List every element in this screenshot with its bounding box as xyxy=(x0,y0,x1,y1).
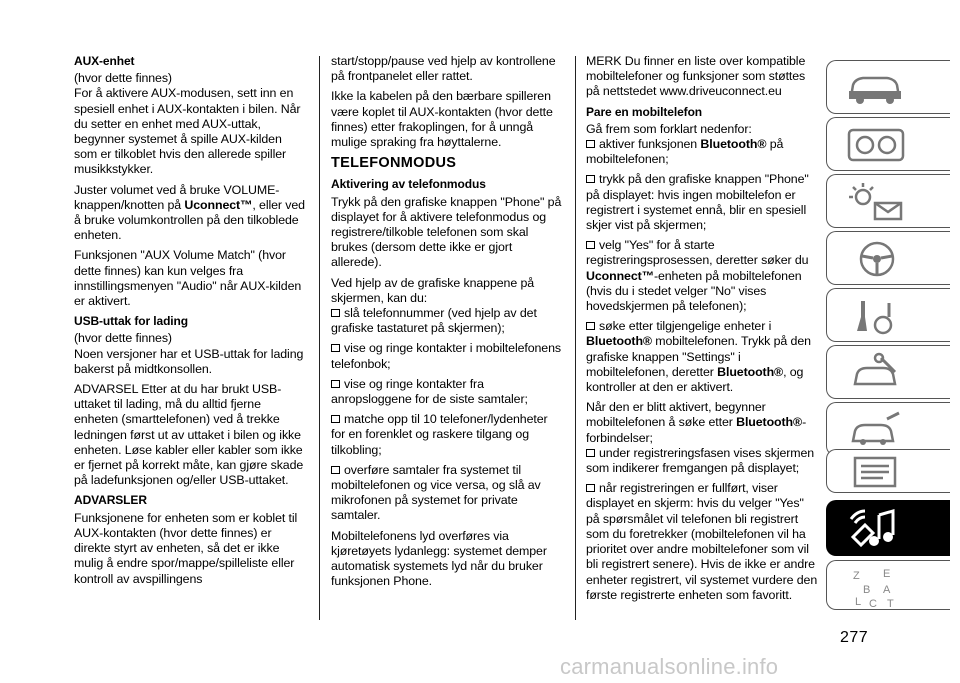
usb-heading: USB-uttak for lading xyxy=(74,314,188,329)
list-item: slå telefonnummer (ved hjelp av det grafiske tastaturet på skjermen); xyxy=(331,306,537,336)
checkbox-bullet-icon xyxy=(331,344,340,352)
checkbox-bullet-icon xyxy=(586,140,595,148)
aux-subheading: (hvor dette finnes) xyxy=(74,71,172,86)
chapter-tab-multimedia[interactable] xyxy=(826,500,950,556)
list-item: overføre samtaler fra systemet til mobiltelefonen og vice versa, og slå av mikrofonen på systemet for private samtaler. xyxy=(331,462,541,523)
checkbox-bullet-icon xyxy=(331,466,340,474)
checkbox-bullet-icon xyxy=(586,241,595,249)
col2-paragraph-4: Ved hjelp av de grafiske knappene på skjermen, kan du: xyxy=(331,275,535,305)
svg-text:T: T xyxy=(887,598,894,609)
usb-warning: ADVARSEL Etter at du har brukt USB-uttaket til lading, må du alltid fjerne enheten (smarttelefonen) ved å trekke ledningen først ut av uttaket i bilen og ikke enheten. Løse kabler eller kabler som ikke er fjernet på korrekt måte, kan gjøre skade på ladefunksjonen og/eller USB-uttaket. xyxy=(74,382,304,488)
list-item: matche opp til 10 telefoner/lydenheter for en forenklet og raskere tilgang og tilkobling; xyxy=(331,412,548,457)
chapter-tab-emergency[interactable] xyxy=(826,345,950,399)
advarsler-paragraph: Funksjonene for enheten som er koblet til AUX-kontakten (hvor dette finnes) er direkte styrt av enheten, så det er ikke mulig å endre spor/mappe/spilleliste eller kontroll av avspillingens xyxy=(74,510,298,586)
column-divider xyxy=(319,56,320,620)
column-left xyxy=(74,54,306,592)
checkbox-bullet-icon xyxy=(586,449,595,457)
index-icon xyxy=(843,567,913,609)
chapter-tab-safety[interactable] xyxy=(826,231,950,285)
aux-paragraph-1: For å aktivere AUX-modusen, sett inn en spesiell enhet i AUX-kontakten i bilen. Når du setter en enhet med AUX-uttak, begynner systemet å spille AUX-kilden som er tilkoblet hvis den allerede spiller musikkstykker. xyxy=(74,86,301,177)
chapter-tab-car[interactable] xyxy=(826,60,950,114)
list-item: aktiver funksjonen Bluetooth® på mobiltelefonen; xyxy=(586,137,784,167)
wrench-car-icon xyxy=(843,409,913,451)
column-middle xyxy=(331,54,563,595)
chapter-tab-dashboard[interactable] xyxy=(826,117,950,171)
svg-text:C: C xyxy=(869,598,877,609)
advarsler-heading: ADVARSLER xyxy=(74,493,147,508)
col2-paragraph-3: Trykk på den grafiske knappen "Phone" på displayet for å aktivere telefonmodus og registrere/tilkoble telefonen som skal brukes (dersom dette ikke er gjort allerede). xyxy=(331,194,562,270)
wrench-car-icon xyxy=(843,352,913,394)
aux-paragraph-3: Funksjonen "AUX Volume Match" (hvor dette finnes) kan kun velges fra innstillingsmenyen "Audio" når AUX-kilden er aktivert. xyxy=(74,248,302,309)
checkbox-bullet-icon xyxy=(586,484,595,492)
col2-paragraph-2: Ikke la kabelen på den bærbare spilleren være koplet til AUX-kontakten (hvor dette finnes) etter frakoplingen, for å unngå mulige spraking fra høyttalerne. xyxy=(331,89,553,150)
list-item: velg "Yes" for å starte registreringsprosessen, deretter søker du Uconnect™-enheten på mobiltelefonen (hvis du i stedet velger "No" vises hovedskjermen på telefonen); xyxy=(586,238,809,314)
checkbox-bullet-icon xyxy=(586,175,595,183)
page-number: 277 xyxy=(840,629,869,646)
usb-paragraph-1: Noen versjoner har et USB-uttak for lading bakerst på midtkonsollen. xyxy=(74,346,304,376)
steering-wheel-icon xyxy=(843,238,913,280)
chapter-tab-maintenance[interactable] xyxy=(826,402,950,456)
list-item: når registreringen er fullført, viser displayet en skjerm: hvis du velger "Yes" på spørsmålet vil telefonen bli registrert som du foretrekker (mobiltelefonen vil ha prioritet over andre mobiltelefoner som vil bli registrert senere). Hvis de ikke er andre enheter registrert, vil systemet vurdere den første registrerte enheten som favoritt. xyxy=(586,481,818,602)
list-item: søke etter tilgjengelige enheter i Bluetooth® mobiltelefonen. Trykk på den grafiske knappen "Settings" i mobiltelefonen, deretter Bluetooth®, og kontroller at den er aktivert. xyxy=(586,319,811,395)
col3-paragraph-3: Når den er blitt aktivert, begynner mobiltelefonen å søke etter Bluetooth®-forbindelser; xyxy=(586,400,807,445)
merk-note: MERK Du finner en liste over kompatible mobiltelefoner og funksjoner som støttes på nettstedet www.driveuconnect.eu xyxy=(586,54,806,99)
list-item: trykk på den grafiske knappen "Phone" på displayet: hvis ingen mobiltelefon er registrert i systemet ennå, blir en spesiell skjer vist på skjermen; xyxy=(586,172,809,233)
aux-heading: AUX-enhet xyxy=(74,54,135,68)
aux-paragraph-2: Juster volumet ved å bruke VOLUME-knappen/knotten på Uconnect™, eller ved å bruke volumkontrollen på den tilkoblede enheten. xyxy=(74,182,305,243)
svg-text:L: L xyxy=(855,596,862,608)
telefonmodus-heading: TELEFONMODUS xyxy=(331,155,457,172)
list-item: vise og ringe kontakter fra anropsloggene for de siste samtaler; xyxy=(331,376,528,407)
checkbox-bullet-icon xyxy=(331,415,340,423)
list-item: vise og ringe kontakter i mobiltelefonens telefonbok; xyxy=(331,341,561,371)
car-icon xyxy=(843,67,913,109)
col2-paragraph-1: start/stopp/pause ved hjelp av kontrollene på frontpanelet eller rattet. xyxy=(331,54,556,84)
specifications-icon xyxy=(843,454,913,490)
svg-text:B: B xyxy=(863,584,871,596)
dashboard-icon xyxy=(843,124,913,166)
chapter-tab-index[interactable] xyxy=(826,560,950,610)
warning-lights-icon xyxy=(843,181,913,223)
checkbox-bullet-icon xyxy=(331,309,340,317)
chapter-tab-warning-lights[interactable] xyxy=(826,174,950,228)
list-item: under registreringsfasen vises skjermen som indikerer fremgangen på displayet; xyxy=(586,445,815,476)
usb-subheading: (hvor dette finnes) xyxy=(74,331,172,346)
aktivering-heading: Aktivering av telefonmodus xyxy=(331,177,486,192)
svg-text:A: A xyxy=(883,584,891,596)
tools-icon xyxy=(843,295,913,337)
col3-paragraph-2: Gå frem som forklart nedenfor: xyxy=(586,121,752,136)
svg-text:E: E xyxy=(883,568,891,580)
checkbox-bullet-icon xyxy=(331,380,340,388)
col2-paragraph-5: Mobiltelefonens lyd overføres via kjøretøyets lydanlegg: systemet demper automatisk systemets lyd når du bruker funksjonen Phone. xyxy=(331,528,547,589)
watermark: carmanualsonline.info xyxy=(560,654,779,679)
chapter-tab-specifications[interactable] xyxy=(826,449,950,493)
svg-text:Z: Z xyxy=(853,570,860,582)
column-divider xyxy=(575,56,576,620)
column-right xyxy=(586,54,818,608)
pare-heading: Pare en mobiltelefon xyxy=(586,104,703,119)
checkbox-bullet-icon xyxy=(586,322,595,330)
chapter-tab-starting-driving[interactable] xyxy=(826,288,950,342)
multimedia-icon xyxy=(843,507,913,551)
